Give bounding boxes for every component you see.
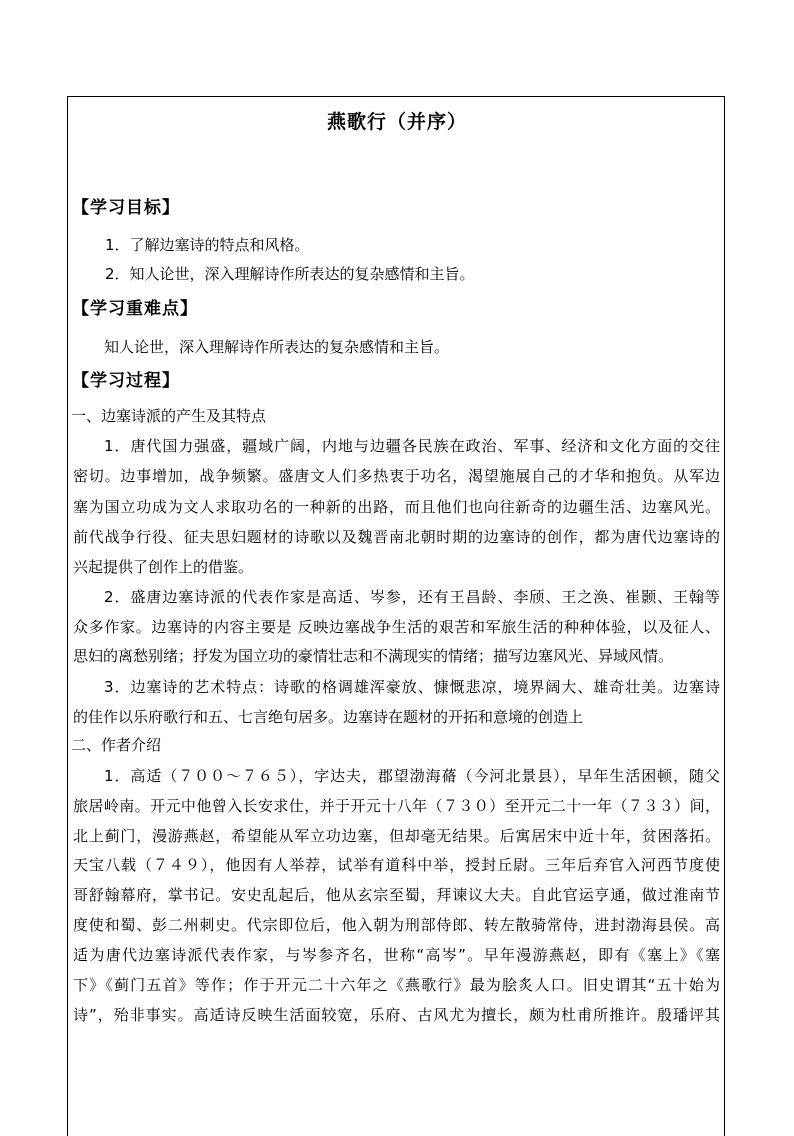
p1-line-2: 密切。边事增加，战争频繁。盛唐文人们多热衷于功名，渴望施展自己的才华和抱负。从军边 [73, 467, 720, 485]
p2-line-1: 2．盛唐边塞诗派的代表作家是高适、岑参，还有王昌龄、李颀、王之涣、崔颢、王翰等 [104, 588, 720, 606]
p2-line-2: 众多作家。边塞诗的内容主要是 反映边塞战争生活的艰苦和军旅生活的种种体验，以及征人、 [73, 618, 720, 636]
p4-line-1: 1．高适（７００～７６５），字达夫，郡望渤海蓨（今河北景县），早年生活困顿，随父 [104, 767, 720, 785]
part1-title: 一、边塞诗派的产生及其特点 [71, 407, 267, 425]
p4-line-4: 天宝八载（７４９），他因有人举荐，试举有道科中举，授封丘尉。三年后弃官入河西节度使 [73, 856, 720, 874]
p3-line-2: 的佳作以乐府歌行和五、七言绝句居多。边塞诗在题材的开拓和意境的创造上 [73, 708, 584, 726]
part2-title: 二、作者介绍 [71, 736, 162, 754]
heading-key-points: 【学习重难点】 [72, 299, 198, 319]
p4-line-3: 北上蓟门，漫游燕赵，希望能从军立功边塞，但却毫无结果。后寓居宋中近十年，贫困落拓。 [73, 827, 720, 845]
p4-line-7: 适为唐代边塞诗派代表作家，与岑参齐名，世称“高岑”。早年漫游燕赵，即有《塞上》《塞 [73, 946, 720, 964]
p4-line-5: 哥舒翰幕府，掌书记。安史乱起后，他从玄宗至蜀，拜谏议大夫。自此官运亨通，做过淮南节 [73, 886, 720, 904]
heading-objectives: 【学习目标】 [72, 198, 180, 218]
key-points-text: 知人论世，深入理解诗作所表达的复杂感情和主旨。 [104, 338, 450, 356]
p4-line-2: 旅居岭南。开元中他曾入长安求仕，并于开元十八年（７３０）至开元二十一年（７３３）间， [73, 797, 720, 815]
p1-line-1: 1．唐代国力强盛，疆域广阔，内地与边疆各民族在政治、军事、经济和文化方面的交往 [104, 437, 720, 455]
p4-line-9: 诗”，殆非事实。高适诗反映生活面较宽，乐府、古风尤为擅长，颇为杜甫所推许。殷璠评其 [73, 1006, 720, 1024]
p4-line-6: 度使和蜀、彭二州刺史。代宗即位后，他入朝为刑部侍郎、转左散骑常侍，进封渤海县侯。高 [73, 916, 720, 934]
p1-line-3: 塞为国立功成为文人求取功名的一种新的出路，而且他们也向往新奇的边疆生活、边塞风光。 [73, 498, 720, 516]
page-title: 燕歌行（并序） [326, 111, 467, 133]
p1-line-5: 兴起提供了创作上的借鉴。 [73, 558, 254, 576]
objective-item-2: 2．知人论世，深入理解诗作所表达的复杂感情和主旨。 [105, 265, 475, 283]
p1-line-4: 前代战争行役、征夫思妇题材的诗歌以及魏晋南北朝时期的边塞诗的创作，都为唐代边塞诗的 [73, 528, 720, 546]
heading-process: 【学习过程】 [72, 371, 180, 391]
objective-item-1: 1．了解边塞诗的特点和风格。 [105, 236, 310, 254]
p2-line-3: 思妇的离愁别绪；抒发为国立功的豪情壮志和不满现实的情绪；描写边塞风光、异域风情。 [73, 647, 674, 665]
p4-line-8: 下》《蓟门五首》等作；作于开元二十六年之《燕歌行》最为脍炙人口。旧史谓其“五十始为 [73, 976, 720, 994]
p3-line-1: 3．边塞诗的艺术特点：诗歌的格调雄浑豪放、慷慨悲凉，境界阔大、雄奇壮美。边塞诗 [104, 678, 720, 696]
